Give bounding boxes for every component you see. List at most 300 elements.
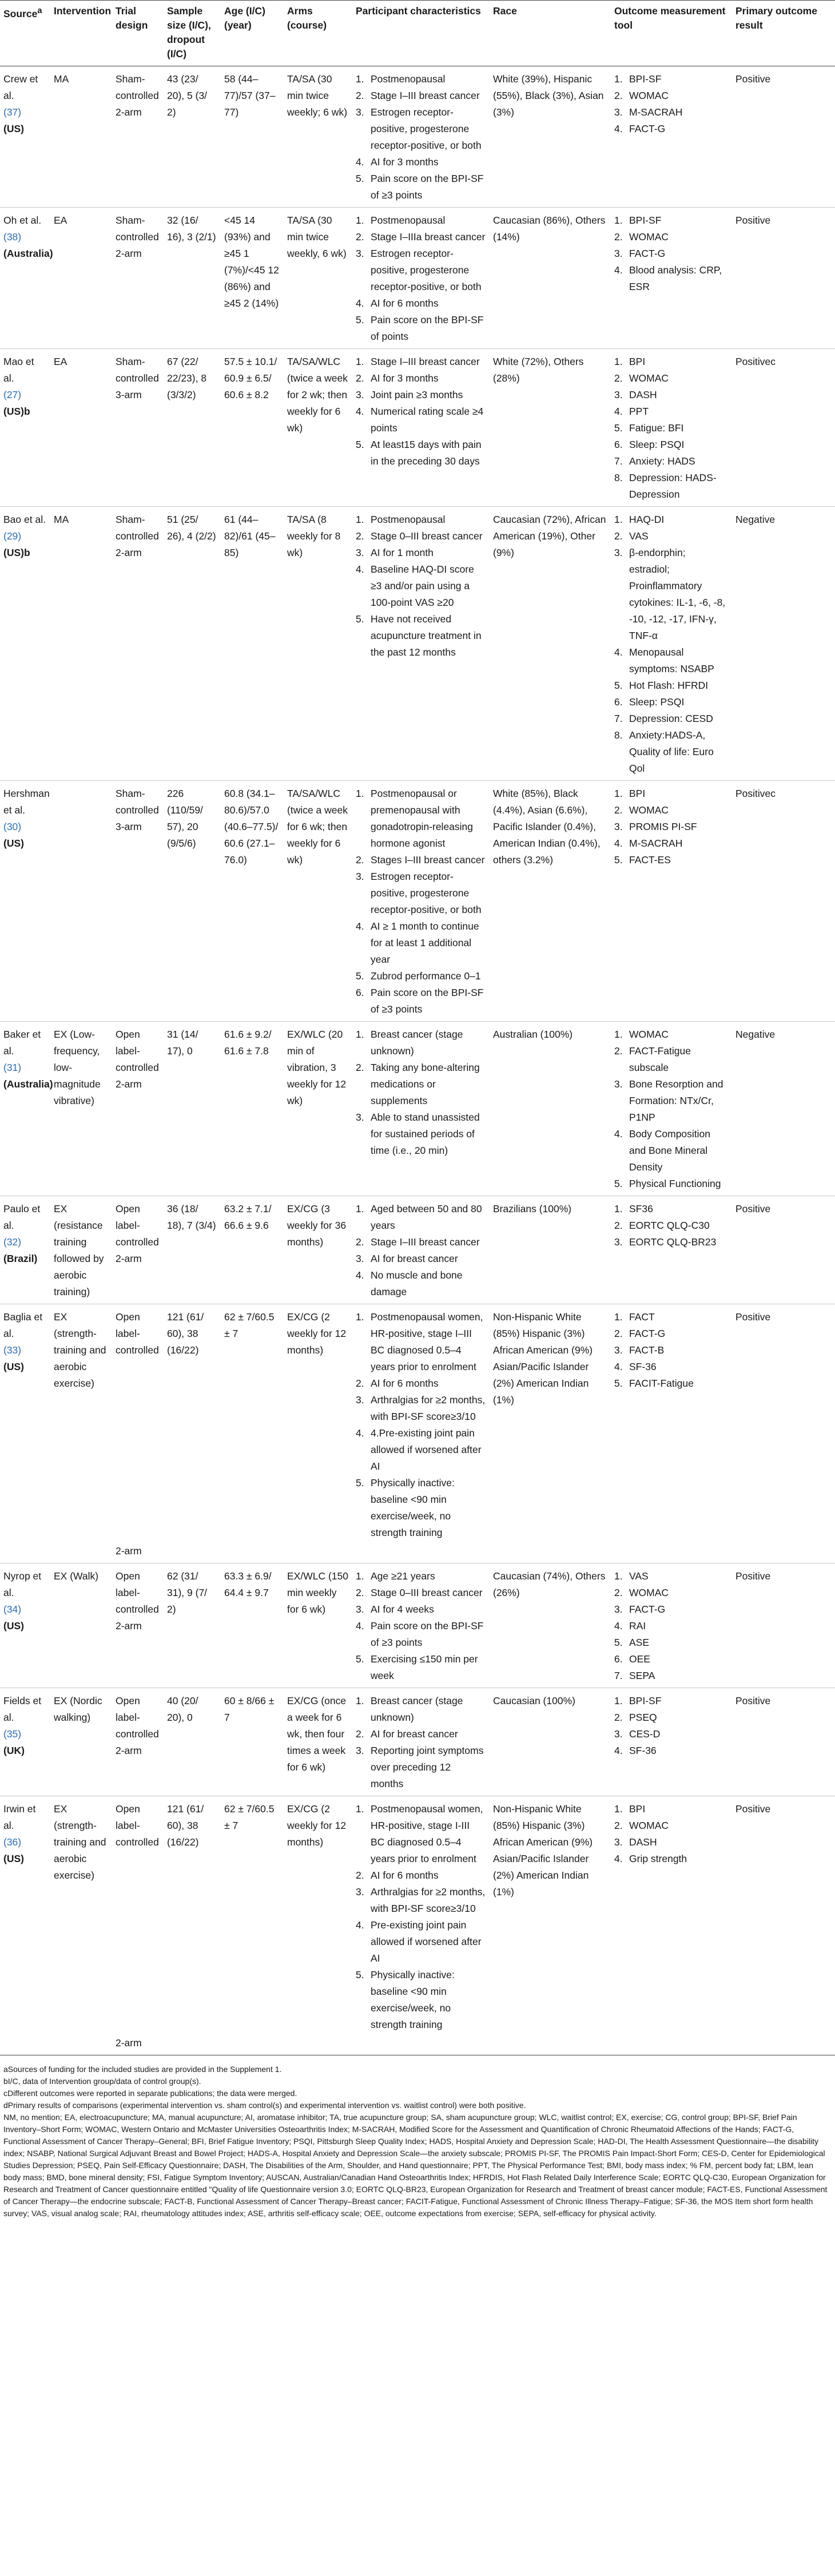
study-country: (UK)	[3, 1745, 25, 1756]
footnote-c: cDifferent outcomes were reported in separate publications; the data were merged.	[3, 2089, 297, 2098]
list-item: 2. WOMAC	[614, 372, 669, 384]
arms-text: EX/WLC (150 min weekly for 6 wk)	[287, 1570, 348, 1615]
arms-cell	[284, 507, 352, 781]
list-item: 5. Physically inactive: baseline <90 min exercise/week, no strength training	[356, 1477, 455, 1538]
list-item: 3. FACT-B	[614, 1344, 665, 1356]
trial-design-cell	[112, 349, 164, 507]
arms-cell	[284, 1563, 352, 1688]
arms-cell	[284, 1796, 352, 2055]
age-text: 61 (44–82)/61 (45–85)	[224, 514, 276, 558]
list-item: 2. Stage 0–III breast cancer	[356, 1587, 483, 1598]
list-item: 7. SEPA	[614, 1670, 655, 1681]
list-item: 1. BPI	[614, 1803, 646, 1815]
sample-size-text: 62 (31/ 31), 9 (7/ 2)	[167, 1570, 208, 1615]
race-text: Non-Hispanic White (85%) Hispanic (3%) African American (9%) Asian/Pacific Islander (2%) American Indian (1%)	[493, 1803, 593, 1898]
list-item: 4. Baseline HAQ-DI score ≥3 and/or pain using a 100-point VAS ≥20	[356, 563, 474, 608]
primary-result-text: Positive	[735, 1203, 771, 1214]
study-reference-link[interactable]: (27)	[3, 389, 22, 400]
list-item: 2. WOMAC	[614, 1587, 669, 1598]
participant-criteria-list	[356, 1309, 486, 1541]
list-item: 4. Numerical rating scale ≥4 points	[356, 406, 484, 434]
race-text: Non-Hispanic White (85%) Hispanic (3%) African American (9%) Asian/Pacific Islander (2%) American Indian (1%)	[493, 1311, 593, 1406]
primary-result-cell	[732, 1196, 835, 1304]
list-item: 3. M-SACRAH	[614, 106, 683, 118]
outcome-tool-cell	[611, 1022, 732, 1196]
list-item: 1. WOMAC	[614, 1029, 669, 1040]
list-item: 5. Pain score on the BPI-SF of points	[356, 314, 484, 342]
participants-cell	[352, 208, 490, 349]
list-item: 2. AI for 3 months	[356, 372, 439, 384]
arms-cell	[284, 349, 352, 507]
sample-size-text: 67 (22/ 22/23), 8 (3/3/2)	[167, 356, 207, 400]
outcome-tool-cell	[611, 1688, 732, 1796]
list-item: 5. FACT-ES	[614, 854, 671, 866]
arms-text: TA/SA/WLC (twice a week for 6 wk; then weekly for 6 wk)	[287, 788, 348, 866]
age-cell	[221, 208, 284, 349]
study-source: Mao et al.	[3, 356, 34, 384]
intervention-cell	[50, 66, 112, 208]
list-item: 1. BPI	[614, 356, 646, 367]
trial-design-cell	[112, 507, 164, 781]
age-cell	[221, 1688, 284, 1796]
intervention-text: MA	[54, 73, 69, 85]
list-item: 7. Anxiety: HADS	[614, 455, 695, 467]
list-item: 1. Postmenopausal or premenopausal with gonadotropin-releasing hormone agonist	[356, 788, 474, 849]
list-item: 3. Arthralgias for ≥2 months, with BPI-SF score≥3/10	[356, 1394, 486, 1422]
study-reference-link[interactable]: (31)	[3, 1062, 22, 1073]
trial-design-text: Open label-controlled	[116, 1803, 159, 1848]
footnote-d: dPrimary results of comparisons (experimental intervention vs. sham control(s) and experimental intervention vs. waitlist control) were both positive.	[3, 2101, 526, 2110]
table-row	[0, 1304, 835, 1563]
arms-text: EX/CG (once a week for 6 wk, then four times a week for 6 wk)	[287, 1695, 347, 1773]
table-row	[0, 781, 835, 1022]
age-text: 62 ± 7/60.5 ± 7	[224, 1311, 275, 1339]
trial-design-arms: 2-arm	[116, 1545, 142, 1557]
list-item: 2. AI for 6 months	[356, 1378, 439, 1389]
study-source: Bao et al.	[3, 514, 46, 525]
age-cell	[221, 1563, 284, 1688]
study-country: (Brazil)	[3, 1253, 38, 1264]
list-item: 2. PSEQ	[614, 1712, 657, 1723]
sample-size-cell	[164, 1304, 221, 1563]
list-item: 2. FACT-G	[614, 1328, 666, 1339]
intervention-cell	[50, 1688, 112, 1796]
source-cell	[0, 1022, 53, 1196]
source-cell	[0, 349, 50, 507]
list-item: 2. Taking any bone-altering medications or supplements	[356, 1062, 480, 1106]
list-item: 1. HAQ-DI	[614, 514, 665, 525]
table-row	[0, 208, 835, 349]
trial-design-text: Sham-controlled 3-arm	[116, 356, 159, 400]
participant-criteria-list	[356, 212, 486, 345]
list-item: 2. AI for 6 months	[356, 1870, 439, 1881]
list-item: 1. FACT	[614, 1311, 655, 1323]
primary-result-text: Positive	[735, 73, 771, 85]
trial-design-cell	[112, 1304, 164, 1563]
list-item: 5. Fatigue: BFI	[614, 422, 684, 434]
participants-cell	[352, 1688, 490, 1796]
race-cell	[490, 349, 611, 507]
primary-result-cell	[732, 349, 835, 507]
race-text: Caucasian (100%)	[493, 1695, 575, 1706]
study-reference-link[interactable]: (32)	[3, 1236, 22, 1248]
intervention-text: EA	[54, 215, 67, 226]
list-item: 3. AI for 4 weeks	[356, 1603, 434, 1615]
table-row	[0, 1196, 835, 1304]
list-item: 4. SF-36	[614, 1361, 657, 1372]
sample-size-text: 121 (61/ 60), 38 (16/22)	[167, 1311, 204, 1356]
age-text: <45 14 (93%) and ≥45 1 (7%)/<45 12 (86%) and ≥45 2 (14%)	[224, 215, 279, 309]
table-footnotes	[0, 2055, 835, 2225]
study-reference-link[interactable]: (29)	[3, 530, 22, 542]
primary-result-cell	[732, 1304, 835, 1563]
age-cell	[221, 349, 284, 507]
arms-cell	[284, 208, 352, 349]
list-item: 1. Postmenopausal	[356, 73, 446, 85]
list-item: 3. CES-D	[614, 1728, 661, 1740]
outcome-tool-list	[614, 212, 729, 295]
study-reference-link[interactable]: (35)	[3, 1728, 22, 1740]
list-item: 1. Breast cancer (stage unknown)	[356, 1029, 463, 1057]
race-cell	[490, 781, 611, 1022]
source-cell	[0, 781, 50, 1022]
sample-size-cell	[164, 66, 221, 208]
study-country: (US)	[3, 123, 24, 134]
primary-result-text: Positive	[735, 1695, 771, 1706]
table-header	[0, 1, 835, 66]
race-cell	[490, 1196, 611, 1304]
list-item: 6. Sleep: PSQI	[614, 696, 685, 708]
list-item: 1. BPI-SF	[614, 1695, 662, 1706]
study-reference-link[interactable]: (38)	[3, 231, 22, 243]
primary-result-text: Negative	[735, 1029, 776, 1040]
race-cell	[490, 1304, 611, 1563]
list-item: 4. Grip strength	[614, 1853, 687, 1864]
list-item: 3. Arthralgias for ≥2 months, with BPI-SF score≥3/10	[356, 1886, 486, 1914]
list-item: 2. WOMAC	[614, 231, 669, 243]
primary-result-text: Positive	[735, 1311, 771, 1323]
table-row	[0, 1688, 835, 1796]
list-item: 2. VAS	[614, 530, 649, 542]
arms-cell	[284, 1688, 352, 1796]
study-country: (US)b	[3, 406, 30, 417]
list-item: 1. BPI-SF	[614, 73, 662, 85]
arms-cell	[284, 1022, 352, 1196]
source-cell	[0, 1196, 50, 1304]
footnote-b: bI/C, data of Intervention group/data of control group(s).	[3, 2077, 201, 2086]
list-item: 2. WOMAC	[614, 90, 669, 101]
study-country: (US)b	[3, 547, 30, 558]
intervention-text: EX (strength-training and aerobic exercise)	[54, 1311, 106, 1389]
header-participants: Participant characteristics	[352, 1, 490, 66]
race-text: White (85%), Black (4.4%), Asian (6.6%), Pacific Islander (0.4%), American Indian (0.4%), others (3.2%)	[493, 788, 601, 866]
list-item: 4. Pre-existing joint pain allowed if worsened after AI	[356, 1919, 482, 1964]
participant-criteria-list	[356, 354, 486, 470]
arms-text: TA/SA (30 min twice weekly, 6 wk)	[287, 215, 347, 259]
header-primary-result: Primary outcome result	[732, 1, 835, 66]
list-item: 3. Reporting joint symptoms over preceding 12 months	[356, 1745, 484, 1789]
arms-text: TA/SA/WLC (twice a week for 2 wk; then weekly for 6 wk)	[287, 356, 348, 434]
intervention-cell	[50, 1563, 112, 1688]
primary-result-text: Positive	[735, 1570, 771, 1582]
list-item: 3. DASH	[614, 389, 657, 400]
list-item: 5. Have not received acupuncture treatment in the past 12 months	[356, 613, 482, 658]
arms-text: TA/SA (8 weekly for 8 wk)	[287, 514, 341, 558]
list-item: 5. Physical Functioning	[614, 1178, 721, 1189]
list-item: 3. DASH	[614, 1836, 657, 1848]
age-text: 62 ± 7/60.5 ± 7	[224, 1803, 275, 1831]
race-cell	[490, 1563, 611, 1688]
outcome-tool-list	[614, 785, 729, 868]
intervention-text: EX (Walk)	[54, 1570, 99, 1582]
trial-design-text: Sham-controlled 2-arm	[116, 514, 159, 558]
race-text: Brazilians (100%)	[493, 1203, 572, 1214]
list-item: 4. RAI	[614, 1620, 646, 1632]
study-country: (Australia)	[3, 248, 53, 259]
study-reference-link[interactable]: (36)	[3, 1836, 22, 1848]
trial-design-text: Open label-controlled	[116, 1311, 159, 1356]
outcome-tool-list	[614, 511, 729, 777]
participant-criteria-list	[356, 71, 486, 204]
header-age: Age (I/C) (year)	[221, 1, 284, 66]
source-cell	[0, 1688, 50, 1796]
list-item: 1. Breast cancer (stage unknown)	[356, 1695, 463, 1723]
table-body	[0, 66, 835, 2055]
primary-result-cell	[732, 1563, 835, 1688]
intervention-cell	[50, 208, 112, 349]
sample-size-text: 31 (14/ 17), 0	[167, 1029, 198, 1057]
primary-result-text: Positivec	[735, 788, 776, 799]
sample-size-cell	[164, 1022, 221, 1196]
table-row	[0, 349, 835, 507]
list-item: 4. 4.Pre-existing joint pain allowed if worsened after AI	[356, 1427, 482, 1472]
list-item: 1. Postmenopausal	[356, 215, 446, 226]
sample-size-text: 40 (20/ 20), 0	[167, 1695, 198, 1723]
list-item: 4. No muscle and bone damage	[356, 1269, 463, 1297]
sample-size-cell	[164, 1688, 221, 1796]
age-text: 61.6 ± 9.2/ 61.6 ± 7.8	[224, 1029, 272, 1057]
race-text: Caucasian (86%), Others (14%)	[493, 215, 606, 243]
primary-result-cell	[732, 1796, 835, 2055]
trial-design-text: Open label-controlled 2-arm	[116, 1570, 159, 1632]
study-reference-link[interactable]: (37)	[3, 106, 22, 118]
intervention-cell	[50, 1304, 112, 1563]
list-item: 2. WOMAC	[614, 804, 669, 816]
study-source: Irwin et al.	[3, 1803, 36, 1831]
list-item: 8. Depression: HADS-Depression	[614, 472, 717, 500]
sample-size-text: 121 (61/ 60), 38 (16/22)	[167, 1803, 204, 1848]
age-cell	[221, 1304, 284, 1563]
participant-criteria-list	[356, 1026, 486, 1159]
list-item: 5. Physically inactive: baseline <90 min exercise/week, no strength training	[356, 1969, 455, 2030]
study-source: Nyrop et al.	[3, 1570, 42, 1598]
list-item: 1. SF36	[614, 1203, 653, 1214]
age-text: 57.5 ± 10.1/ 60.9 ± 6.5/ 60.6 ± 8.2	[224, 356, 277, 400]
primary-result-cell	[732, 507, 835, 781]
table-row	[0, 507, 835, 781]
study-source: Fields et al.	[3, 1695, 42, 1723]
age-text: 63.3 ± 6.9/ 64.4 ± 9.7	[224, 1570, 272, 1598]
participants-cell	[352, 1304, 490, 1563]
study-source: Oh et al.	[3, 215, 42, 226]
race-cell	[490, 1688, 611, 1796]
list-item: 5. Pain score on the BPI-SF of ≥3 points	[356, 173, 484, 201]
list-item: 4. Pain score on the BPI-SF of ≥3 points	[356, 1620, 484, 1648]
intervention-text: EX (Low-frequency, low-magnitude vibrative)	[54, 1029, 101, 1106]
list-item: 1. Postmenopausal women, HR-positive, stage I-III BC diagnosed 0.5–4 years prior to enrolment	[356, 1803, 483, 1864]
sample-size-text: 226 (110/59/ 57), 20 (9/5/6)	[167, 788, 203, 849]
age-text: 60 ± 8/66 ± 7	[224, 1695, 275, 1723]
intervention-text: EA	[54, 356, 67, 367]
race-cell	[490, 208, 611, 349]
arms-cell	[284, 1304, 352, 1563]
list-item: 1. BPI-SF	[614, 215, 662, 226]
source-cell	[0, 507, 50, 781]
list-item: 4. M-SACRAH	[614, 838, 683, 849]
study-country: (US)	[3, 1361, 24, 1372]
source-cell	[0, 66, 50, 208]
list-item: 4. Blood analysis: CRP, ESR	[614, 264, 722, 292]
list-item: 5. FACIT-Fatigue	[614, 1378, 694, 1389]
participant-criteria-list	[356, 1693, 486, 1792]
intervention-cell	[50, 1022, 112, 1196]
age-cell	[221, 1022, 284, 1196]
trial-design-cell	[112, 781, 164, 1022]
participant-criteria-list	[356, 785, 486, 1018]
list-item: 4. AI for 3 months	[356, 156, 439, 168]
list-item: 8. Anxiety:HADS-A, Quality of life: Euro Qol	[614, 729, 714, 774]
intervention-cell	[50, 349, 112, 507]
sample-size-cell	[164, 1563, 221, 1688]
list-item: 3. Joint pain ≥3 months	[356, 389, 463, 400]
participants-cell	[352, 349, 490, 507]
study-country: (Australia)	[3, 1078, 53, 1090]
age-cell	[221, 66, 284, 208]
outcome-tool-cell	[611, 1563, 732, 1688]
list-item: 2. FACT-Fatigue subscale	[614, 1045, 691, 1073]
list-item: 3. Estrogen receptor-positive, progesterone receptor-positive, or both	[356, 248, 482, 292]
primary-result-cell	[732, 1688, 835, 1796]
outcome-tool-cell	[611, 781, 732, 1022]
sample-size-cell	[164, 781, 221, 1022]
race-text: White (72%), Others (28%)	[493, 356, 584, 384]
study-source: Hershman et al.	[3, 788, 50, 816]
race-cell	[490, 1796, 611, 2055]
outcome-tool-list	[614, 1201, 729, 1251]
outcome-tool-list	[614, 1693, 729, 1759]
list-item: 1. Stage I–III breast cancer	[356, 356, 480, 367]
participants-cell	[352, 781, 490, 1022]
primary-result-cell	[732, 781, 835, 1022]
list-item: 3. Bone Resorption and Formation: NTx/Cr, P1NP	[614, 1078, 723, 1123]
outcome-tool-list	[614, 1801, 729, 1867]
list-item: 5. At least15 days with pain in the preceding 30 days	[356, 439, 482, 467]
trial-design-text: Sham-controlled 2-arm	[116, 73, 159, 118]
list-item: 4. PPT	[614, 406, 649, 417]
race-text: Caucasian (72%), African American (19%), Other (9%)	[493, 514, 606, 558]
list-item: 4. SF-36	[614, 1745, 657, 1756]
primary-result-text: Positive	[735, 215, 771, 226]
list-item: 2. AI for breast cancer	[356, 1728, 458, 1740]
race-cell	[490, 507, 611, 781]
header-trial-design: Trial design	[112, 1, 164, 66]
outcome-tool-list	[614, 71, 729, 137]
arms-text: EX/CG (2 weekly for 12 months)	[287, 1803, 347, 1848]
intervention-text: EX (resistance training followed by aerobic training)	[54, 1203, 104, 1297]
outcome-tool-cell	[611, 1796, 732, 2055]
race-text: White (39%), Hispanic (55%), Black (3%), Asian (3%)	[493, 73, 604, 118]
primary-result-text: Positive	[735, 1803, 771, 1815]
study-reference-link[interactable]: (30)	[3, 821, 22, 832]
trial-design-cell	[112, 1688, 164, 1796]
trial-design-cell	[112, 1796, 164, 2055]
intervention-cell	[50, 1796, 112, 2055]
list-item: 4. AI ≥ 1 month to continue for at least 1 additional year	[356, 920, 479, 965]
list-item: 3. Estrogen receptor-positive, progesterone receptor-positive, or both	[356, 106, 482, 151]
outcome-tool-list	[614, 1309, 729, 1392]
list-item: 4. AI for 6 months	[356, 297, 439, 309]
list-item: 1. VAS	[614, 1570, 649, 1582]
participants-cell	[352, 66, 490, 208]
study-reference-link[interactable]: (34)	[3, 1603, 22, 1615]
participant-criteria-list	[356, 1801, 486, 2033]
study-reference-link[interactable]: (33)	[3, 1344, 22, 1356]
source-cell	[0, 1563, 50, 1688]
study-source: Crew et al.	[3, 73, 38, 101]
sample-size-cell	[164, 1796, 221, 2055]
footnote-abbreviations: NM, no mention; EA, electroacupuncture; MA, manual acupuncture; AI, aromatase inhibitor; TA, true acupuncture group; SA, sham acupuncture group; WLC, waitlist control; EX, exercise; CG, control group; BPI-SF, Brief Pain Inventory–Short Form; WOMAC, Western Ontario and McMaster Universities Osteoarthritis Index; M-SACRAH, Modified Score for the Assessment and Quantification of Chronic Rheumatoid Affections of the Hands; FACT-G, Functional Assessment of Cancer Therapy–General; BFI, Brief Fatigue Inventory; PSQI, Pittsburgh Sleep Quality Index; HADS, Hospital Anxiety and Depression Scale; HAD-DI, The Health Assessment Questionnaire—the disability index; NSABP, National Surgical Adjuvant Breast and Bowel Project; HADS-A, Hospital Anxiety and Depression Scale—the anxiety subscale; PROMIS PI-SF, The PROMIS Pain Impact-Short Form; CES-D, Center for Epidemiological Studies Depression; PSEQ, Pain Self-Efficacy Questionnaire; DASH, The Disabilities of the Arm, Shoulder, and Hand questionnaire; PPT, The Physical Performance Test; BMI, body mass index; % FM, percent body fat; LBM, lean body mass; BMD, bone mineral density; FSI, Fatigue Symptom Inventory; AUSCAN, Australian/Canadian Hand Osteoarthritis Index; HFRDIS, Hot Flash Related Daily Interference Scale; EORTC QLQ-C30, European Organization for Research and Treatment of Cancer questionnaire entitled "Quality of life Questionnaire version 3.0; EORTC QLQ-BR23, European Organization for Research and Treatment of breast cancer module; FACT-ES, Functional Assessment of Cancer Therapy—the endocrine subscale; FACT-B, Functional Assessment of Cancer Therapy–Breast cancer; FACIT-Fatigue, Functional Assessment of Chronic Illness Therapy–Fatigue; SF-36, the MOS Item short form health survey; VAS, visual analog scale; RAI, rheumatology attitudes index; ASE, arthritis self-efficacy scale; OEE, outcome expectations from exercise; SEPA, self-efficacy for physical activity.	[3, 2113, 828, 2218]
list-item: 1. Postmenopausal	[356, 514, 446, 525]
sample-size-text: 36 (18/ 18), 7 (3/4)	[167, 1203, 216, 1231]
list-item: 3. FACT-G	[614, 1603, 666, 1615]
list-item: 4. Menopausal symptoms: NSABP	[614, 646, 714, 674]
trial-design-cell	[112, 1563, 164, 1688]
sample-size-cell	[164, 1196, 221, 1304]
list-item: 1. BPI	[614, 788, 646, 799]
list-item: 6. OEE	[614, 1653, 650, 1665]
list-item: 4. FACT-G	[614, 123, 666, 134]
list-item: 2. WOMAC	[614, 1820, 669, 1831]
sample-size-text: 43 (23/ 20), 5 (3/ 2)	[167, 73, 208, 118]
list-item: 3. EORTC QLQ-BR23	[614, 1236, 717, 1248]
list-item: 2. Stages I–III breast cancer	[356, 854, 485, 866]
age-cell	[221, 1196, 284, 1304]
outcome-tool-list	[614, 1026, 729, 1192]
outcome-tool-cell	[611, 1304, 732, 1563]
outcome-tool-cell	[611, 1196, 732, 1304]
intervention-text: MA	[54, 514, 69, 525]
sample-size-text: 51 (25/ 26), 4 (2/2)	[167, 514, 216, 542]
list-item: 2. Stage 0–III breast cancer	[356, 530, 483, 542]
age-cell	[221, 1796, 284, 2055]
sample-size-cell	[164, 349, 221, 507]
list-item: 5. Zubrod performance 0–1	[356, 970, 481, 982]
list-item: 1. Postmenopausal women, HR-positive, stage I–III BC diagnosed 0.5–4 years prior to enrolment	[356, 1311, 483, 1372]
age-cell	[221, 507, 284, 781]
list-item: 6. Pain score on the BPI-SF of ≥3 points	[356, 987, 484, 1015]
sample-size-text: 32 (16/ 16), 3 (2/1)	[167, 215, 216, 243]
list-item: 5. ASE	[614, 1637, 650, 1648]
age-text: 58 (44–77)/57 (37–77)	[224, 73, 276, 118]
participants-cell	[352, 507, 490, 781]
arms-cell	[284, 66, 352, 208]
study-source: Baglia et al.	[3, 1311, 43, 1339]
list-item: 4. Body Composition and Bone Mineral Density	[614, 1128, 711, 1173]
trial-design-text: Open label-controlled 2-arm	[116, 1203, 159, 1264]
race-cell	[490, 1022, 611, 1196]
list-item: 7. Depression: CESD	[614, 713, 713, 724]
header-sample-size: Sample size (I/C), dropout (I/C)	[164, 1, 221, 66]
